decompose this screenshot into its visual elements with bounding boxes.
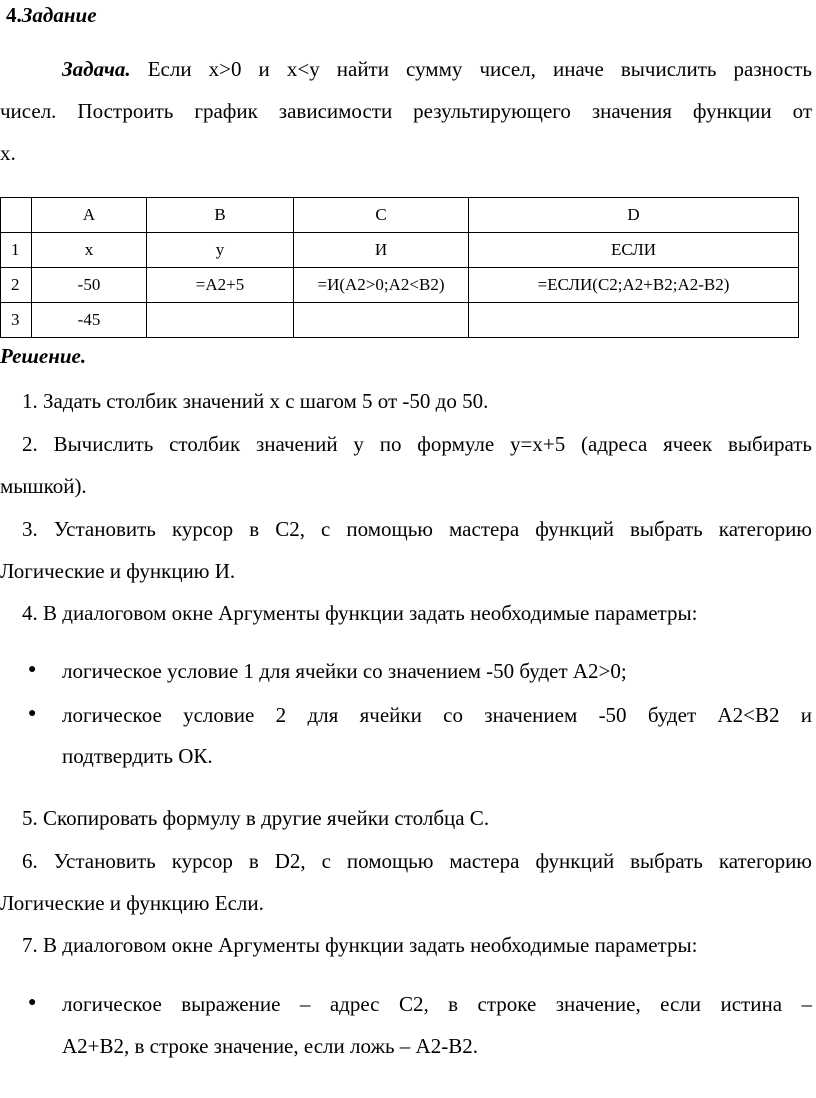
bullet-icon: ● bbox=[28, 706, 37, 721]
step-2-line-1: 2. Вычислить столбик значений y по формуле y=x+5 (адреса ячеек выбирать bbox=[22, 432, 812, 456]
bullet-2-line-1: логическое условие 2 для ячейки со значением -50 будет A2<B2 и bbox=[62, 703, 812, 727]
row-number: 1 bbox=[1, 233, 32, 268]
bullet-1: логическое условие 1 для ячейки со значением -50 будет A2>0; bbox=[62, 659, 627, 683]
step-1: 1. Задать столбик значений x с шагом 5 от -50 до 50. bbox=[22, 389, 489, 413]
step-6-line-1: 6. Установить курсор в D2, с помощью мастера функций выбрать категорию bbox=[22, 849, 812, 873]
step-3-line-1: 3. Установить курсор в C2, с помощью мастера функций выбрать категорию bbox=[22, 517, 812, 541]
step-7: 7. В диалоговом окне Аргументы функции задать необходимые параметры: bbox=[22, 933, 698, 957]
step-3-line-2: Логические и функцию И. bbox=[0, 559, 236, 583]
table-row bbox=[1, 268, 799, 303]
task-line-1 bbox=[62, 48, 812, 90]
table-cell bbox=[469, 303, 799, 338]
section-heading bbox=[6, 3, 97, 28]
table-cell: -50 bbox=[32, 268, 147, 303]
step-2-line-2: мышкой). bbox=[0, 474, 87, 498]
column-header-d: D bbox=[469, 198, 799, 233]
bullet-icon: ● bbox=[28, 662, 37, 677]
bullet-2-line-2: подтвердить ОК. bbox=[62, 744, 213, 768]
table-cell bbox=[294, 303, 469, 338]
table-cell: И bbox=[294, 233, 469, 268]
step-5: 5. Скопировать формулу в другие ячейки столбца C. bbox=[22, 806, 490, 830]
row-number: 2 bbox=[1, 268, 32, 303]
corner-cell bbox=[1, 198, 32, 233]
spreadsheet-table bbox=[0, 197, 799, 338]
table-row bbox=[1, 233, 799, 268]
table-cell: -45 bbox=[32, 303, 147, 338]
table-header-row bbox=[1, 198, 799, 233]
table-cell: x bbox=[32, 233, 147, 268]
bullet-3-line-2: A2+B2, в строке значение, если ложь – A2-B2. bbox=[62, 1034, 478, 1058]
step-6-line-2: Логические и функцию Если. bbox=[0, 891, 264, 915]
task-line-3: x. bbox=[0, 141, 16, 165]
bullet-3-line-1: логическое выражение – адрес C2, в строке значение, если истина – bbox=[62, 992, 812, 1016]
row-number: 3 bbox=[1, 303, 32, 338]
table-cell: =ЕСЛИ(C2;A2+B2;A2-B2) bbox=[469, 268, 799, 303]
table-cell bbox=[147, 303, 294, 338]
step-4: 4. В диалоговом окне Аргументы функции задать необходимые параметры: bbox=[22, 601, 698, 625]
section-number: 4. bbox=[6, 3, 22, 27]
column-header-c: C bbox=[294, 198, 469, 233]
column-header-b: B bbox=[147, 198, 294, 233]
table-cell: ЕСЛИ bbox=[469, 233, 799, 268]
table-cell: y bbox=[147, 233, 294, 268]
section-title: Задание bbox=[21, 3, 97, 27]
bullet-icon: ● bbox=[28, 995, 37, 1010]
column-header-a: A bbox=[32, 198, 147, 233]
task-text-1: Если x>0 и x<y найти сумму чисел, иначе вычислить разность bbox=[147, 57, 813, 81]
task-line-2: чисел. Построить график зависимости результирующего значения функции от bbox=[0, 99, 812, 123]
table-row bbox=[1, 303, 799, 338]
table-cell: =A2+5 bbox=[147, 268, 294, 303]
solution-title: Решение. bbox=[0, 344, 87, 368]
table-cell: =И(A2>0;A2<B2) bbox=[294, 268, 469, 303]
task-label: Задача. bbox=[62, 57, 131, 81]
